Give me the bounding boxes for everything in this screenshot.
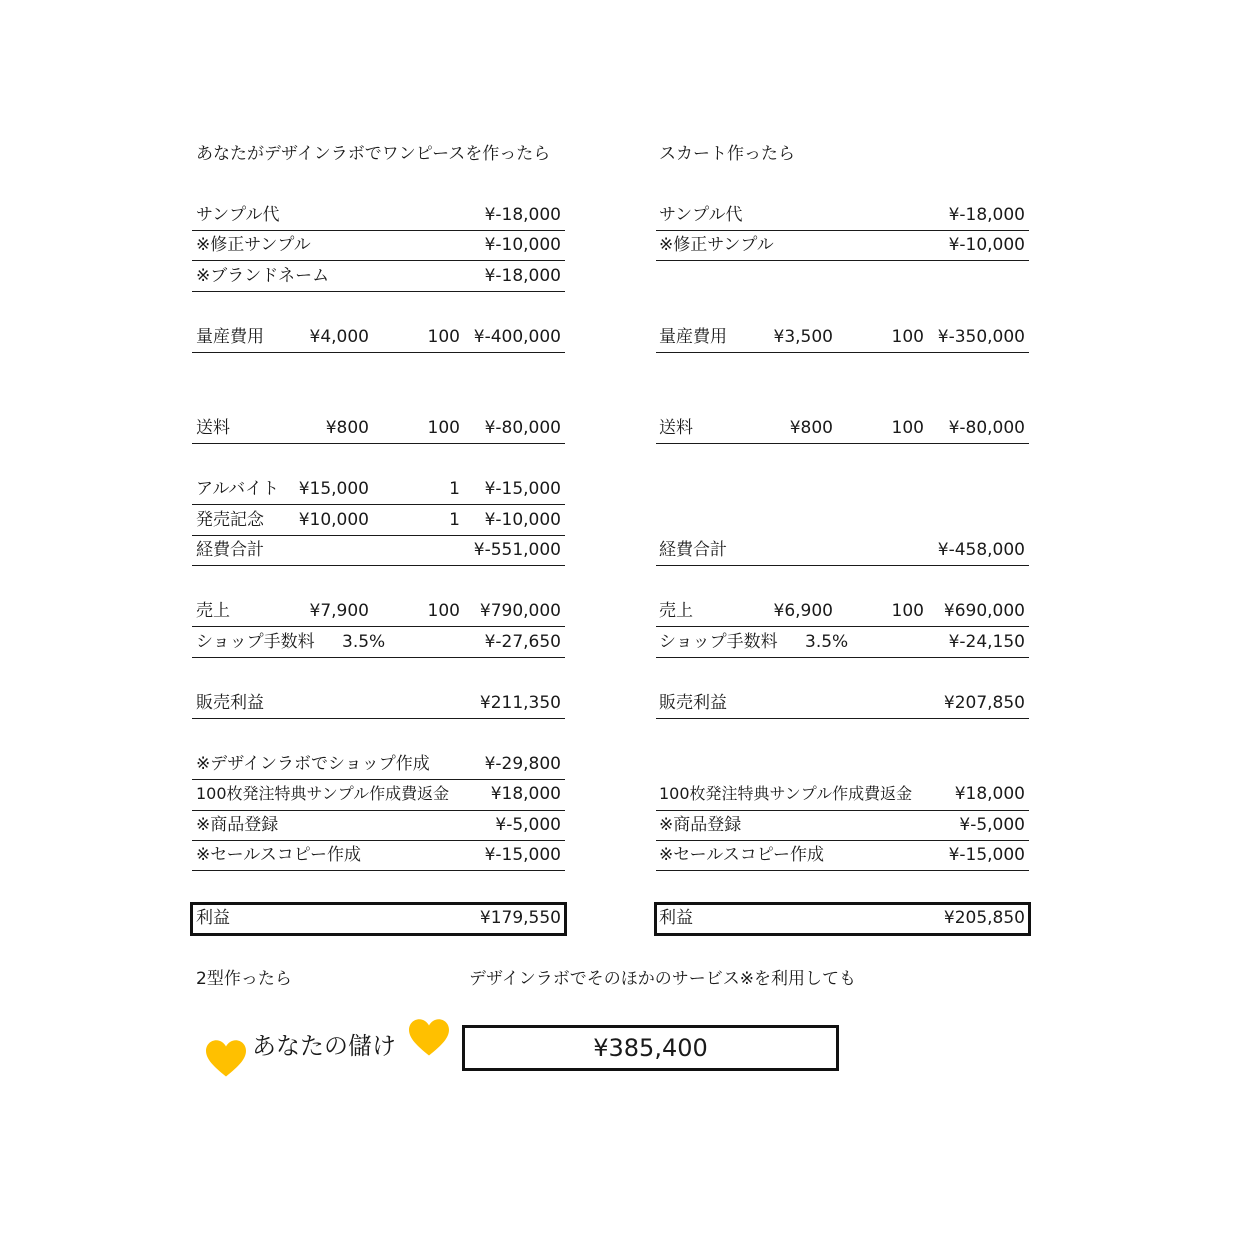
row-divider bbox=[192, 352, 565, 353]
sample-refund-label: 100枚発注特典サンプル作成費返金 bbox=[659, 784, 913, 803]
row-divider bbox=[192, 779, 565, 780]
shop-fee-amount: ¥-24,150 bbox=[948, 632, 1025, 652]
revise-sample-label: ※修正サンプル bbox=[196, 235, 311, 255]
sales-amount: ¥790,000 bbox=[479, 601, 561, 621]
shipping-amount: ¥-80,000 bbox=[948, 418, 1025, 438]
revise-sample-label: ※修正サンプル bbox=[659, 235, 774, 255]
shop-creation-label: ※デザインラボでショップ作成 bbox=[196, 754, 430, 774]
sample-refund-label: 100枚発注特典サンプル作成費返金 bbox=[196, 784, 450, 803]
launch-unit: ¥10,000 bbox=[298, 510, 369, 530]
sales-qty: 100 bbox=[427, 601, 460, 621]
mass-production-qty: 100 bbox=[427, 327, 460, 347]
sales-label: 売上 bbox=[196, 601, 230, 621]
brand-name-label: ※ブランドネーム bbox=[196, 266, 330, 286]
sales-copy-label: ※セールスコピー作成 bbox=[659, 845, 825, 865]
shop-fee-rate: 3.5% bbox=[342, 632, 386, 652]
part-time-label: アルバイト bbox=[196, 479, 280, 499]
sample-amount: ¥-18,000 bbox=[948, 205, 1025, 225]
revise-sample-amount: ¥-10,000 bbox=[948, 235, 1025, 255]
shop-fee-label: ショップ手数料 bbox=[659, 632, 778, 652]
row-divider bbox=[656, 443, 1029, 444]
shop-fee-rate: 3.5% bbox=[805, 632, 849, 652]
mass-production-qty: 100 bbox=[891, 327, 924, 347]
row-divider bbox=[656, 718, 1029, 719]
product-registration-amount: ¥-5,000 bbox=[959, 815, 1025, 835]
shipping-label: 送料 bbox=[659, 418, 693, 438]
row-divider bbox=[192, 291, 565, 292]
sales-unit: ¥6,900 bbox=[773, 601, 833, 621]
sales-amount: ¥690,000 bbox=[943, 601, 1025, 621]
earnings-total: ¥385,400 bbox=[593, 1034, 708, 1062]
two-types-caption: 2型作ったら bbox=[196, 969, 292, 989]
shipping-unit: ¥800 bbox=[325, 418, 369, 438]
row-divider bbox=[192, 535, 565, 536]
revise-sample-amount: ¥-10,000 bbox=[484, 235, 561, 255]
sales-label: 売上 bbox=[659, 601, 693, 621]
row-divider bbox=[192, 260, 565, 261]
gross-profit-label: 販売利益 bbox=[659, 693, 727, 713]
gross-profit-amount: ¥211,350 bbox=[479, 693, 561, 713]
profit-amount: ¥205,850 bbox=[943, 908, 1025, 928]
launch-amount: ¥-10,000 bbox=[484, 510, 561, 530]
mass-production-unit: ¥4,000 bbox=[309, 327, 369, 347]
heart-shape bbox=[206, 1040, 246, 1076]
row-divider bbox=[192, 626, 565, 627]
row-divider bbox=[656, 565, 1029, 566]
row-divider bbox=[192, 718, 565, 719]
mass-production-label: 量産費用 bbox=[659, 327, 727, 347]
sales-qty: 100 bbox=[891, 601, 924, 621]
mass-production-amount: ¥-400,000 bbox=[473, 327, 561, 347]
row-divider bbox=[192, 443, 565, 444]
total-cost-label: 経費合計 bbox=[196, 540, 264, 560]
row-divider bbox=[192, 230, 565, 231]
row-divider bbox=[192, 565, 565, 566]
shop-fee-amount: ¥-27,650 bbox=[484, 632, 561, 652]
shipping-unit: ¥800 bbox=[789, 418, 833, 438]
row-divider bbox=[656, 840, 1029, 841]
onepiece-title: あなたがデザインラボでワンピースを作ったら bbox=[196, 144, 551, 164]
sample-amount: ¥-18,000 bbox=[484, 205, 561, 225]
product-registration-label: ※商品登録 bbox=[659, 815, 742, 835]
shipping-label: 送料 bbox=[196, 418, 230, 438]
row-divider bbox=[656, 352, 1029, 353]
row-divider bbox=[656, 626, 1029, 627]
product-registration-amount: ¥-5,000 bbox=[495, 815, 561, 835]
row-divider bbox=[192, 810, 565, 811]
row-divider bbox=[656, 810, 1029, 811]
row-divider bbox=[192, 504, 565, 505]
heart-shape bbox=[409, 1019, 449, 1055]
row-divider bbox=[656, 870, 1029, 871]
launch-label: 発売記念 bbox=[196, 510, 264, 530]
sample-label: サンプル代 bbox=[659, 205, 743, 225]
row-divider bbox=[192, 657, 565, 658]
part-time-qty: 1 bbox=[449, 479, 460, 499]
row-divider bbox=[192, 840, 565, 841]
total-cost-label: 経費合計 bbox=[659, 540, 727, 560]
sales-copy-label: ※セールスコピー作成 bbox=[196, 845, 362, 865]
row-divider bbox=[656, 657, 1029, 658]
total-cost-amount: ¥-458,000 bbox=[937, 540, 1025, 560]
mass-production-amount: ¥-350,000 bbox=[937, 327, 1025, 347]
part-time-unit: ¥15,000 bbox=[298, 479, 369, 499]
shop-fee-label: ショップ手数料 bbox=[196, 632, 315, 652]
sales-copy-amount: ¥-15,000 bbox=[484, 845, 561, 865]
shop-creation-amount: ¥-29,800 bbox=[484, 754, 561, 774]
sales-copy-amount: ¥-15,000 bbox=[948, 845, 1025, 865]
shipping-amount: ¥-80,000 bbox=[484, 418, 561, 438]
service-note: デザインラボでそのほかのサービス※を利用しても bbox=[469, 969, 857, 989]
mass-production-label: 量産費用 bbox=[196, 327, 264, 347]
part-time-amount: ¥-15,000 bbox=[484, 479, 561, 499]
gross-profit-label: 販売利益 bbox=[196, 693, 264, 713]
heart-icon bbox=[206, 1040, 246, 1078]
heart-icon bbox=[409, 1019, 449, 1057]
brand-name-amount: ¥-18,000 bbox=[484, 266, 561, 286]
row-divider bbox=[656, 260, 1029, 261]
shipping-qty: 100 bbox=[427, 418, 460, 438]
shipping-qty: 100 bbox=[891, 418, 924, 438]
gross-profit-amount: ¥207,850 bbox=[943, 693, 1025, 713]
earnings-label: あなたの儲け bbox=[252, 1032, 396, 1060]
sales-unit: ¥7,900 bbox=[309, 601, 369, 621]
product-registration-label: ※商品登録 bbox=[196, 815, 279, 835]
mass-production-unit: ¥3,500 bbox=[773, 327, 833, 347]
total-cost-amount: ¥-551,000 bbox=[473, 540, 561, 560]
sample-label: サンプル代 bbox=[196, 205, 280, 225]
sample-refund-amount: ¥18,000 bbox=[954, 784, 1025, 804]
sample-refund-amount: ¥18,000 bbox=[490, 784, 561, 804]
skirt-title: スカート作ったら bbox=[659, 144, 795, 164]
launch-qty: 1 bbox=[449, 510, 460, 530]
row-divider bbox=[656, 230, 1029, 231]
profit-label: 利益 bbox=[659, 908, 693, 928]
profit-amount: ¥179,550 bbox=[479, 908, 561, 928]
profit-label: 利益 bbox=[196, 908, 230, 928]
row-divider bbox=[192, 870, 565, 871]
